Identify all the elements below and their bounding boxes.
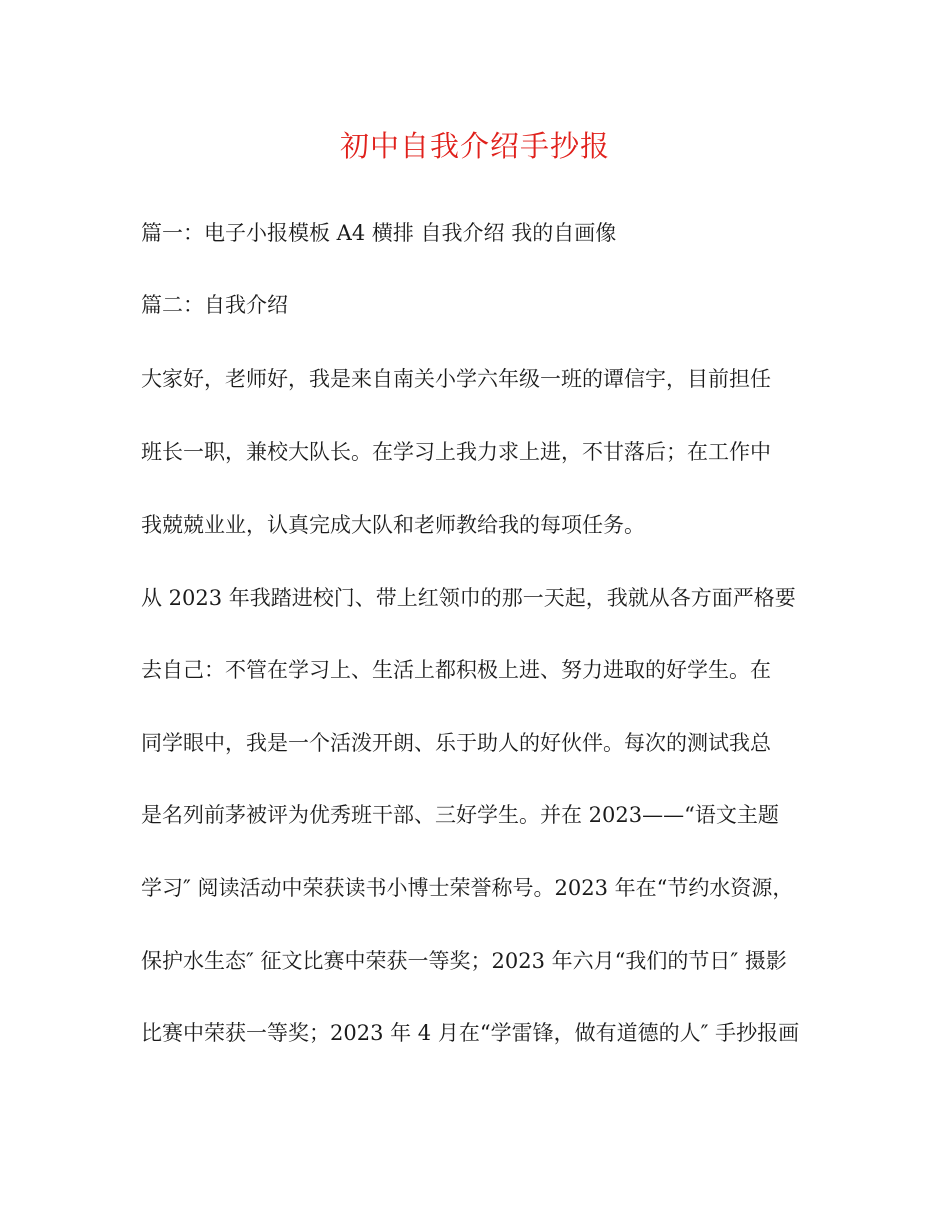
document-title: 初中自我介绍手抄报	[339, 129, 610, 163]
paragraph-line: 保护水生态″ 征文比赛中荣获一等奖；2023 年六月“我们的节日″ 摄影	[141, 949, 787, 973]
paragraph-line: 篇二：自我介绍	[141, 293, 288, 317]
paragraph-line: 篇一：电子小报模板 A4 横排 自我介绍 我的自画像	[141, 221, 617, 245]
paragraph-line: 班长一职，兼校大队长。在学习上我力求上进，不甘落后；在工作中	[141, 440, 771, 464]
paragraph-line: 学习″ 阅读活动中荣获读书小博士荣誉称号。2023 年在“节约水资源，	[141, 876, 794, 900]
paragraph-line: 是名列前茅被评为优秀班干部、三好学生。并在 2023——“语文主题	[141, 803, 779, 827]
paragraph-line: 比赛中荣获一等奖；2023 年 4 月在“学雷锋，做有道德的人″ 手抄报画	[141, 1021, 800, 1045]
paragraph-line: 去自己：不管在学习上、生活上都积极上进、努力进取的好学生。在	[141, 658, 771, 682]
paragraph-line: 大家好，老师好，我是来自南关小学六年级一班的谭信宇，目前担任	[141, 367, 771, 391]
paragraph-line: 我兢兢业业，认真完成大队和老师教给我的每项任务。	[141, 513, 645, 537]
paragraph-line: 从 2023 年我踏进校门、带上红领巾的那一天起，我就从各方面严格要	[141, 586, 796, 610]
paragraph-line: 同学眼中，我是一个活泼开朗、乐于助人的好伙伴。每次的测试我总	[141, 731, 771, 755]
